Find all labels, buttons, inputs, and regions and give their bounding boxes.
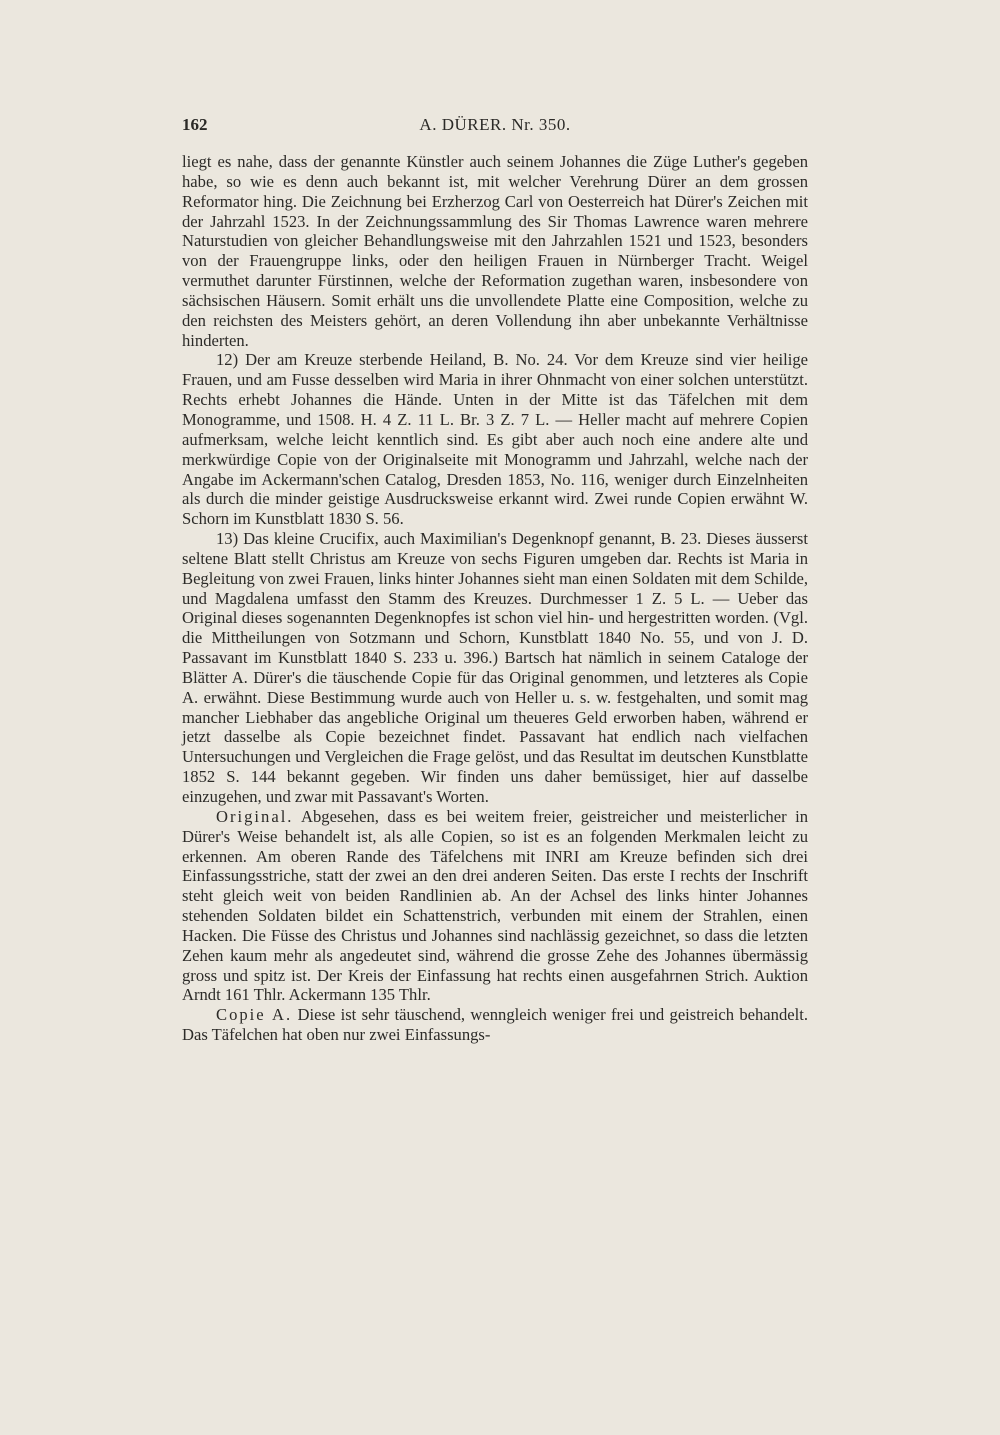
paragraph-text: liegt es nahe, dass der genannte Künstler auch seinem Johannes die Züge Luther's gegeben habe, so wie es denn auch bekannt ist, mit welcher Verehrung Dürer an dem grossen Reformator hing. Die Zeichnung bei Erzherzog Carl von Oesterreich hat Dürer's Zeichen mit der Jahrzahl 1523. In der Zeichnungssammlung des Sir Thomas Lawrence waren mehrere Naturstudien von gleicher Behandlungsweise mit den Jahrzahlen 1521 und 1523, besonders von der Frauengruppe links, oder den heiligen Frauen in Nürnberger Tracht. Weigel vermuthet darunter Fürstinnen, welche der Reformation zugethan waren, insbesondere von sächsischen Häusern. Somit erhält uns die unvollendete Platte eine Composition, welche zu den reichsten des Meisters gehört, an deren Vollendung ihn aber unbekannte Verhältnisse hinderten.	[182, 152, 808, 350]
paragraph-text: 12) Der am Kreuze sterbende Heiland, B. No. 24. Vor dem Kreuze sind vier heilige Frauen, und am Fusse desselben wird Maria in ihrer Ohnmacht von einer solchen unterstützt. Rechts erhebt Johannes die Hände. Unten in der Mitte ist das Täfelchen mit dem Monogramme, und 1508. H. 4 Z. 11 L. Br. 3 Z. 7 L. — Heller macht auf mehrere Copien aufmerksam, welche leicht kenntlich sind. Es gibt aber auch noch eine andere alte und merkwürdige Copie von der Originalseite mit Monogramm und Jahrzahl, welche nach der Angabe im Ackermann'schen Catalog, Dresden 1853, No. 116, weniger durch Einzelnheiten als durch die minder geistige Ausdrucksweise erkannt wird. Zwei runde Copien erwähnt W. Schorn im Kunstblatt 1830 S. 56.	[182, 350, 808, 529]
paragraph-item-13	[182, 529, 808, 807]
paragraph-lead: Original.	[216, 806, 294, 826]
paragraph-continuation	[182, 152, 808, 350]
paragraph-original	[182, 807, 808, 1005]
body-text	[182, 152, 808, 1045]
paragraph-text: Diese ist sehr täuschend, wenngleich weniger frei und geistreich behandelt. Das Täfelchen hat oben nur zwei Einfassungs-	[182, 1005, 808, 1045]
paragraph-item-12	[182, 350, 808, 529]
paragraph-text: 13) Das kleine Crucifix, auch Maximilian's Degenknopf genannt, B. 23. Dieses äusserst seltene Blatt stellt Christus am Kreuze von sechs Figuren umgeben dar. Rechts ist Maria in Begleitung von zwei Frauen, links hinter Johannes sieht man einen Soldaten mit dem Schilde, und Magdalena umfasst den Stamm des Kreuzes. Durchmesser 1 Z. 5 L. — Ueber das Original dieses sogenannten Degenknopfes ist schon viel hin- und hergestritten worden. (Vgl. die Mittheilungen von Sotzmann und Schorn, Kunstblatt 1840 No. 55, und von J. D. Passavant im Kunstblatt 1840 S. 233 u. 396.) Bartsch hat nämlich in seinem Cataloge der Blätter A. Dürer's die täuschende Copie für das Original genommen, und letzteres als Copie A. erwähnt. Diese Bestimmung wurde auch von Heller u. s. w. festgehalten, und somit mag mancher Liebhaber das angebliche Original um theueres Geld erworben haben, während er jetzt dasselbe als Copie bezeichnet findet. Passavant hat endlich nach vielfachen Untersuchungen und Vergleichen die Frage gelöst, und das Resultat im deutschen Kunstblatte 1852 S. 144 bekannt gegeben. Wir finden uns daher bemüssiget, hier auf dasselbe einzugehen, und zwar mit Passavant's Worten.	[182, 529, 808, 806]
page-number: 162	[182, 115, 208, 134]
paragraph-text: Abgesehen, dass es bei weitem freier, geistreicher und meisterlicher in Dürer's Weise behandelt ist, als alle Copien, so ist es an folgenden Merkmalen leicht zu erkennen. Am oberen Rande des Täfelchens mit INRI am Kreuze befinden sich drei Einfassungsstriche, statt der zwei an den drei anderen Seiten. Das erste I rechts der Inschrift steht gleich weit von beiden Randlinien ab. An der Achsel des links hinter Johannes stehenden Soldaten bildet ein Schattenstrich, verbunden mit einem der Strahlen, einen Hacken. Die Füsse des Christus und Johannes sind nachlässig gezeichnet, so dass die letzten Zehen kaum mehr als angedeutet sind, während die grosse Zehe des Johannes übermässig gross und spitz ist. Der Kreis der Einfassung hat rechts einen ausgefahrnen Strich. Auktion Arndt 161 Thlr. Ackermann 135 Thlr.	[182, 806, 808, 1005]
paragraph-lead: Copie A.	[216, 1005, 293, 1025]
running-title: A. DÜRER. Nr. 350.	[419, 115, 571, 134]
page-header	[182, 115, 808, 145]
paragraph-copie-a	[182, 1005, 808, 1045]
